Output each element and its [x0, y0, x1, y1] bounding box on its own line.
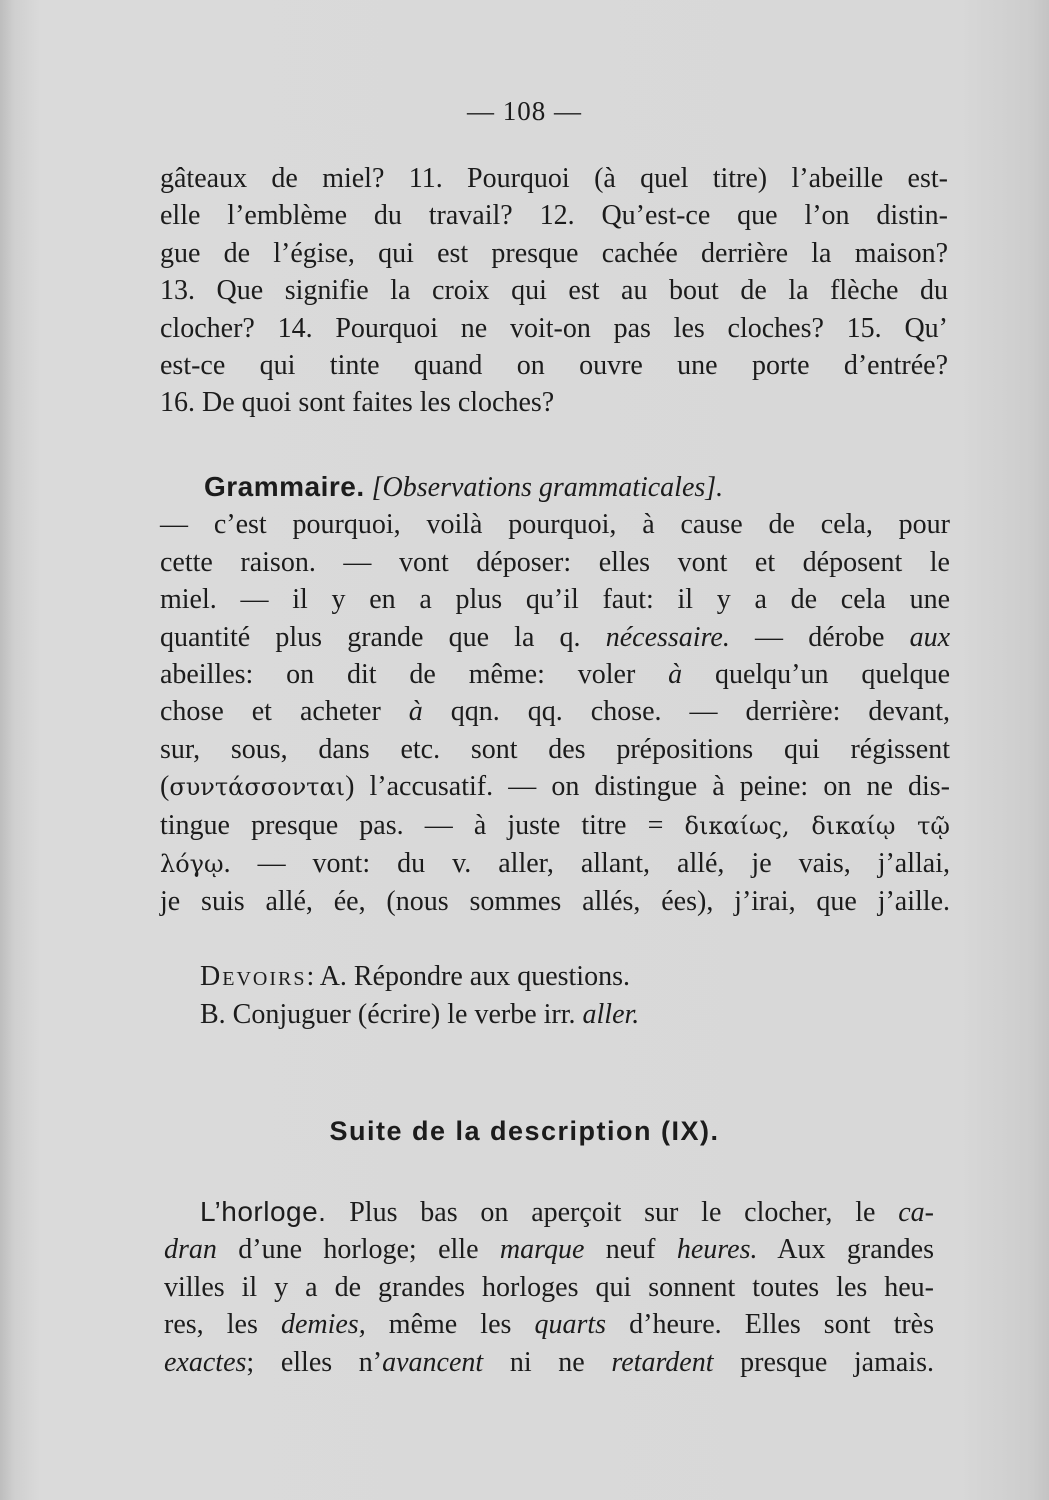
italic-term: marque — [499, 1234, 585, 1266]
devoirs-line-b — [160, 996, 948, 1034]
greek-term: συντάσσονται — [169, 773, 346, 802]
text-run: tingue presque pas. — à juste titre = — [160, 809, 685, 841]
text-run: abeilles: on dit de même: voler — [160, 659, 669, 691]
text-line — [160, 807, 950, 845]
italic-term: nécessaire. — [605, 621, 730, 653]
italic-term: à — [408, 696, 423, 728]
text-line: gâteaux de miel? 11. Pourquoi (à quel titre) l’abeille est- — [160, 163, 948, 194]
italic-term: quarts — [534, 1309, 607, 1341]
text-run: Aux grandes — [757, 1234, 934, 1266]
devoirs-label: Devoirs — [200, 961, 307, 992]
text-line: villes il y a de grandes horloges qui sonnent toutes les heu- — [164, 1271, 934, 1303]
text-line: elle l’emblème du travail? 12. Qu’est-ce que l’on distin- — [160, 200, 948, 232]
greek-term: δικαίως, δικαίῳ τῷ — [684, 811, 950, 840]
text-run: B. Conjuguer (écrire) le verbe irr. — [200, 999, 583, 1030]
text-run: ) l’accusatif. — on distingue à peine: on ne dis- — [345, 771, 950, 803]
italic-term: à — [668, 659, 683, 691]
text-line — [160, 656, 950, 693]
text-run: qqn. qq. chose. — derrière: devant, — [422, 696, 950, 728]
devoirs-line-a — [160, 958, 948, 996]
text-line: est-ce qui tinte quand on ouvre une porte d’entrée? — [160, 350, 948, 382]
text-run: d’heure. Elles sont très — [606, 1309, 934, 1341]
text-line: gue de l’égise, qui est presque cachée derrière la maison? — [160, 237, 948, 269]
italic-term: exactes — [164, 1346, 247, 1378]
italic-term: aller. — [582, 999, 640, 1030]
italic-term: aux — [909, 621, 950, 653]
text-line: je suis allé, ée, (nous sommes allés, ées), j’irai, que j’aille. — [160, 886, 950, 918]
text-run: — dérobe — [755, 621, 910, 653]
grammar-subtitle: [Observations grammaticales]. — [371, 472, 724, 503]
grammar-title-line — [160, 468, 950, 506]
text-run: même les — [365, 1309, 535, 1341]
greek-term: λόγῳ — [160, 850, 224, 879]
horloge-paragraph — [164, 1193, 934, 1381]
text-line — [160, 768, 950, 806]
questions-paragraph — [160, 160, 948, 422]
text-run: presque jamais. — [713, 1346, 934, 1378]
text-run: ( — [160, 771, 170, 803]
text-run: quantité plus grande que la q. — [160, 621, 606, 653]
text-run: . — vont: du v. aller, allant, allé, je vais, j’allai, — [223, 848, 950, 880]
text-line: cette raison. — vont déposer: elles vont et déposent le — [160, 546, 950, 578]
text-line — [164, 1306, 934, 1343]
text-line: — c’est pourquoi, voilà pourquoi, à cause de cela, pour — [160, 509, 950, 541]
text-line: clocher? 14. Pourquoi ne voit-on pas les cloches? 15. Qu’ — [160, 312, 948, 344]
text-run: : A. Répondre aux questions. — [306, 961, 630, 992]
italic-term: ca- — [898, 1197, 934, 1228]
page-number: — 108 — — [467, 96, 582, 126]
text-run: ; elles n’ — [246, 1346, 383, 1378]
text-line — [160, 619, 950, 656]
italic-term: demies, — [280, 1309, 366, 1341]
text-run: res, les — [164, 1309, 281, 1341]
text-run: d’une horloge; elle — [216, 1234, 500, 1266]
grammar-label: Grammaire. — [204, 471, 365, 502]
text-line — [160, 845, 950, 883]
text-line — [160, 693, 950, 730]
italic-term: retardent — [611, 1346, 714, 1378]
horloge-label: L’horloge. — [200, 1196, 327, 1227]
text-line: sur, sous, dans etc. sont des prépositions qui régissent — [160, 733, 950, 765]
text-line: miel. — il y en a plus qu’il faut: il y a de cela une — [160, 584, 950, 616]
text-line — [164, 1231, 934, 1268]
devoirs-paragraph — [160, 958, 948, 1034]
text-line — [164, 1344, 934, 1381]
grammar-paragraph — [160, 468, 950, 921]
text-run: ni ne — [483, 1346, 612, 1378]
italic-term: dran — [164, 1234, 217, 1266]
text-run: chose et acheter — [160, 696, 409, 728]
text-line — [164, 1193, 934, 1231]
text-run: neuf — [584, 1234, 677, 1266]
text-line: 13. Que signifie la croix qui est au bout de la flèche du — [160, 275, 948, 307]
text-run: Plus bas on aperçoit sur le clocher, le — [326, 1197, 899, 1228]
italic-term: heures. — [676, 1234, 758, 1266]
text-run: quelqu’un quelque — [682, 659, 950, 691]
italic-term: avancent — [382, 1346, 484, 1378]
text-line: 16. De quoi sont faites les cloches? — [160, 387, 555, 419]
section-heading: Suite de la description (IX). — [329, 1116, 720, 1146]
